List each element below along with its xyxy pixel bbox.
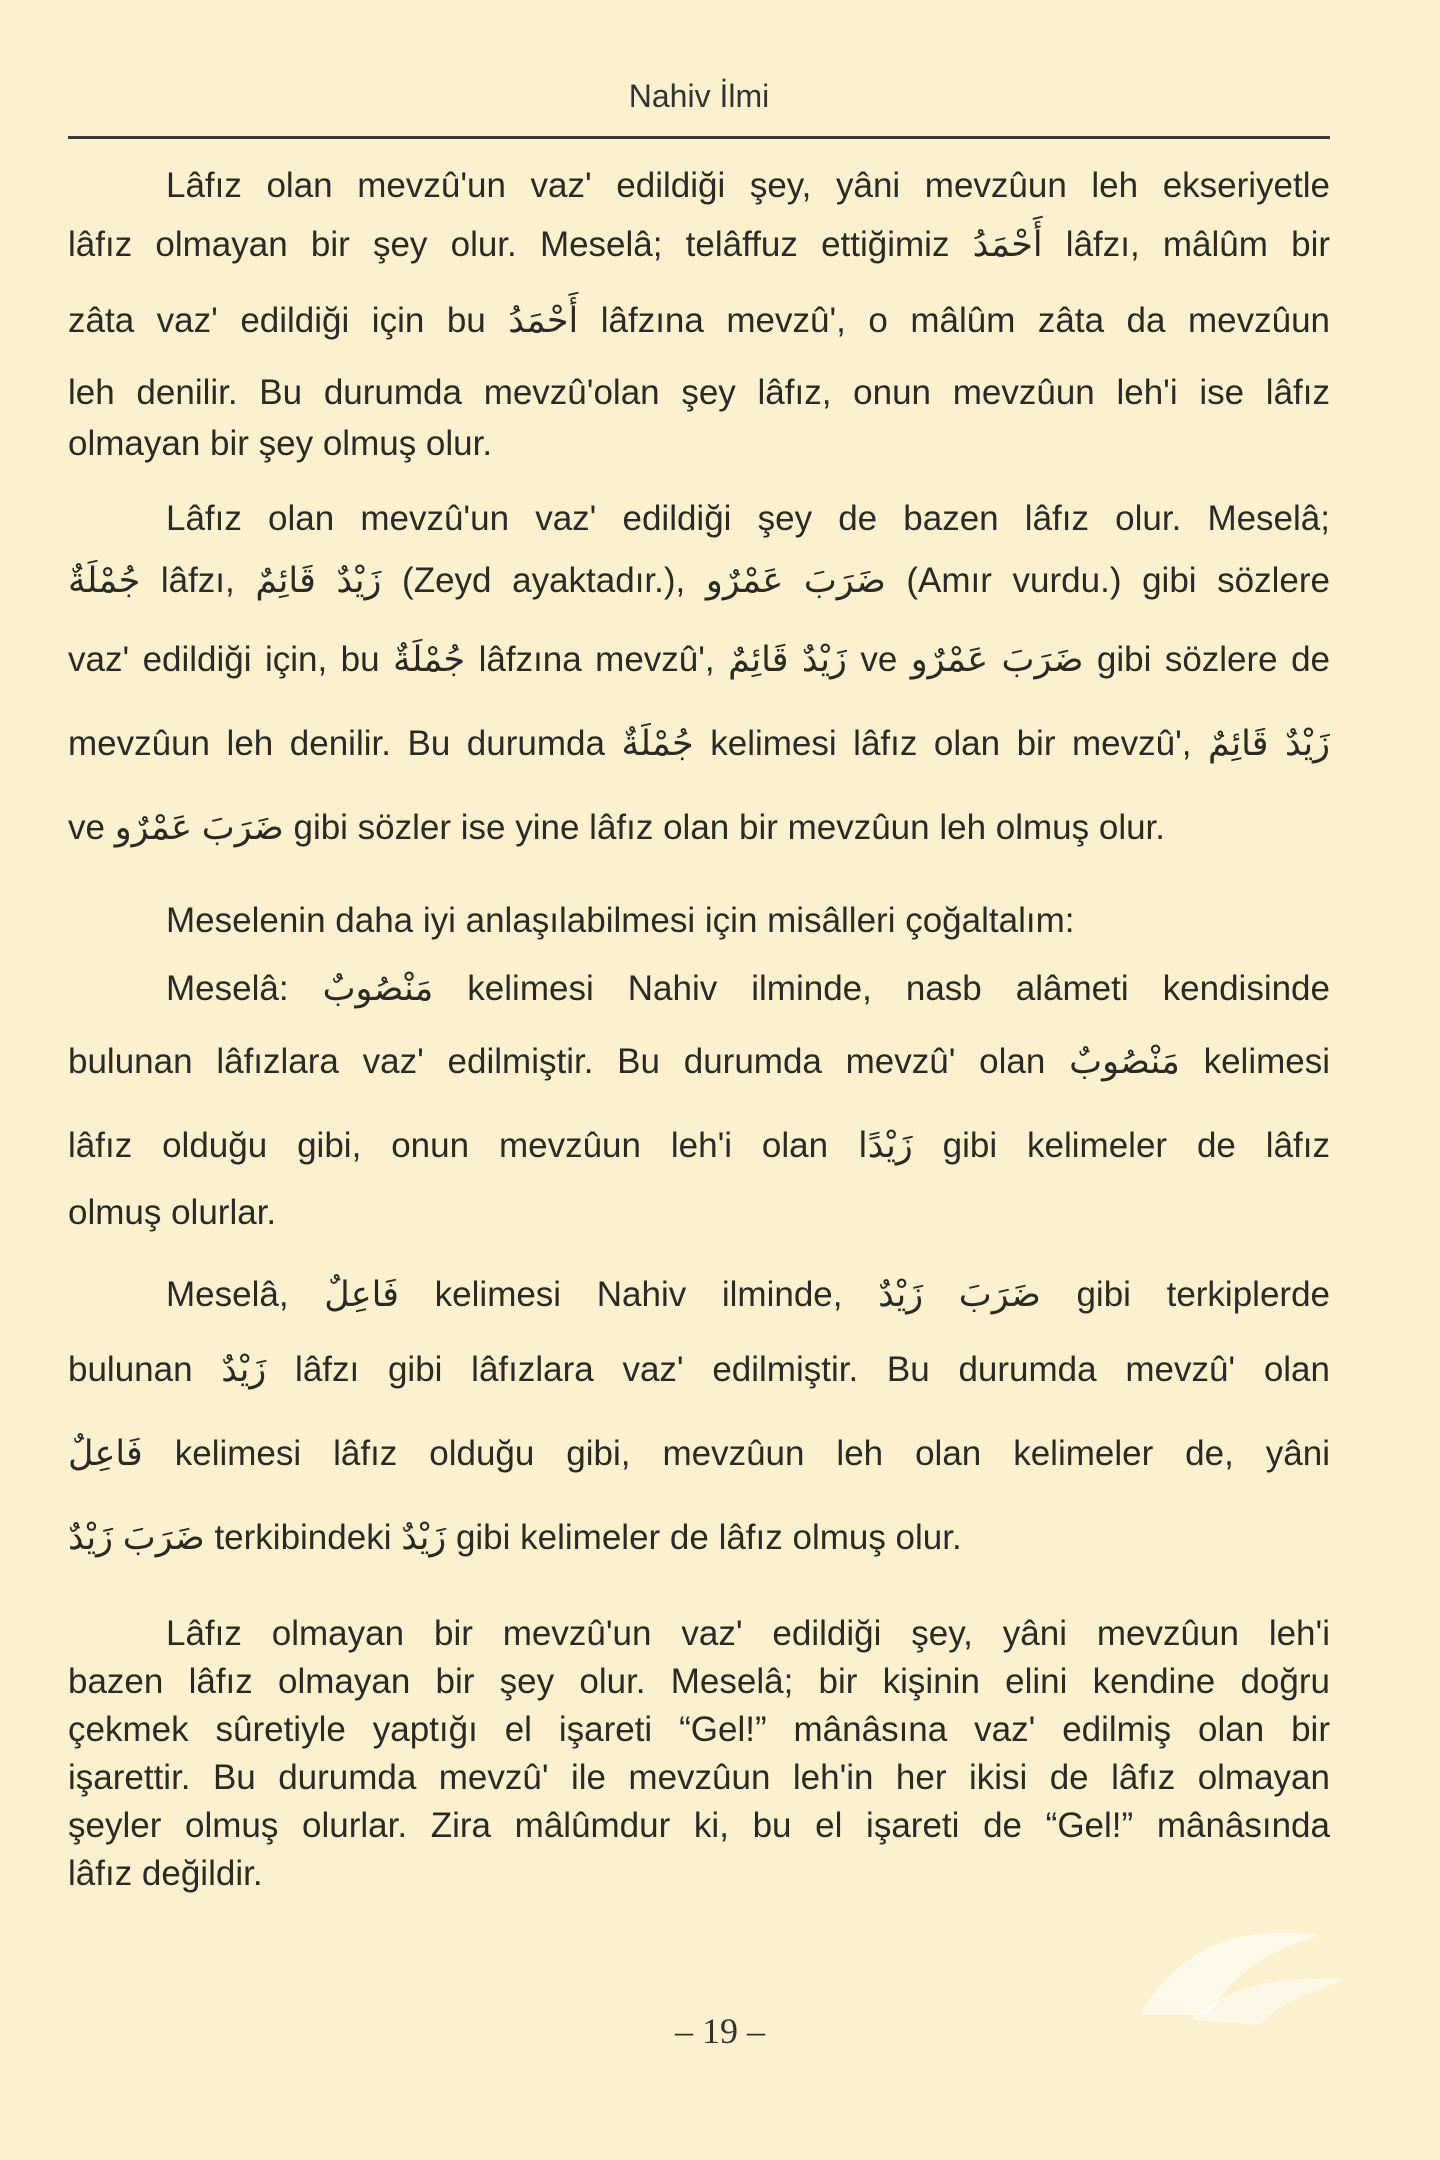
paragraph-1 bbox=[68, 160, 1330, 466]
text-line: bazen lâfız olmayan bir şey olur. Meselâ; bir kişinin elini kendine doğru bbox=[68, 1662, 1330, 1701]
header-rule bbox=[68, 136, 1330, 139]
page-number: – 19 – bbox=[675, 2011, 765, 2051]
watermark-logo-icon bbox=[1120, 1905, 1360, 2035]
text-line: olmuş olurlar. bbox=[68, 1193, 277, 1232]
text-line: فَاعِلٌ kelimesi lâfız olduğu gibi, mevzûun leh olan kelimeler de, yâni bbox=[68, 1434, 1330, 1473]
paragraph-3 bbox=[68, 896, 1330, 946]
paragraph-4 bbox=[68, 958, 1330, 1238]
text-line: lâfız olmayan bir şey olur. Meselâ; telâffuz ettiğimiz أَحْمَدُ lâfzı, mâlûm bir bbox=[68, 225, 1331, 264]
text-line: lâfız değildir. bbox=[68, 1854, 263, 1893]
paragraph-2 bbox=[68, 494, 1330, 870]
text-line: جُمْلَةٌ lâfzı, زَيْدٌ قَائِمٌ (Zeyd ayaktadır.), ضَرَبَ عَمْرٌو (Amır vurdu.) gibi sözlere bbox=[68, 561, 1331, 600]
text-line: ve ضَرَبَ عَمْرٌو gibi sözler ise yine lâfız olan bir mevzûun leh olmuş olur. bbox=[68, 808, 1166, 847]
text-line: leh denilir. Bu durumda mevzû'olan şey lâfız, onun mevzûun leh'i ise lâfız bbox=[68, 373, 1330, 412]
text-line: çekmek sûretiyle yaptığı el işareti “Gel!” mânâsına vaz' edilmiş olan bir bbox=[68, 1710, 1330, 1749]
text-line: Lâfız olmayan bir mevzû'un vaz' edildiği şey, yâni mevzûun leh'i bbox=[166, 1614, 1330, 1653]
text-line: zâta vaz' edildiği için bu أَحْمَدُ lâfzına mevzû', o mâlûm zâta da mevzûun bbox=[68, 301, 1330, 340]
text-line: ضَرَبَ زَيْدٌ terkibindeki زَيْدٌ gibi kelimeler de lâfız olmuş olur. bbox=[68, 1518, 962, 1557]
paragraph-6 bbox=[68, 1610, 1330, 1898]
text-line: Lâfız olan mevzû'un vaz' edildiği şey de bazen lâfız olur. Meselâ; bbox=[166, 499, 1330, 538]
text-line: şeyler olmuş olurlar. Zira mâlûmdur ki, bu el işareti de “Gel!” mânâsında bbox=[68, 1806, 1330, 1845]
running-header: Nahiv İlmi bbox=[628, 78, 770, 114]
text-line: lâfız olduğu gibi, onun mevzûun leh'i olan زَيْدًا gibi kelimeler de lâfız bbox=[68, 1126, 1330, 1165]
body-text bbox=[68, 160, 1330, 1898]
text-line: Meselâ, فَاعِلٌ kelimesi Nahiv ilminde, ضَرَبَ زَيْدٌ gibi terkiplerde bbox=[166, 1275, 1331, 1314]
text-line: vaz' edildiği için, bu جُمْلَةٌ lâfzına mevzû', زَيْدٌ قَائِمٌ ve ضَرَبَ عَمْرٌو gibi sözlere de bbox=[68, 640, 1330, 679]
text-line: Meselenin daha iyi anlaşılabilmesi için misâlleri çoğaltalım: bbox=[166, 901, 1075, 940]
paragraph-5 bbox=[68, 1262, 1330, 1580]
text-line: Lâfız olan mevzû'un vaz' edildiği şey, yâni mevzûun leh ekseriyetle bbox=[166, 166, 1330, 205]
text-line: mevzûun leh denilir. Bu durumda جُمْلَةٌ kelimesi lâfız olan bir mevzû', زَيْدٌ قَائِمٌ bbox=[68, 724, 1331, 763]
text-line: bulunan lâfızlara vaz' edilmiştir. Bu durumda mevzû' olan مَنْصُوبٌ kelimesi bbox=[68, 1042, 1331, 1081]
text-line: işarettir. Bu durumda mevzû' ile mevzûun leh'in her ikisi de lâfız olmayan bbox=[68, 1758, 1330, 1797]
text-line: olmayan bir şey olmuş olur. bbox=[68, 424, 493, 463]
text-line: bulunan زَيْدٌ lâfzı gibi lâfızlara vaz' edilmiştir. Bu durumda mevzû' olan bbox=[68, 1350, 1330, 1389]
text-line: Meselâ: مَنْصُوبٌ kelimesi Nahiv ilminde, nasb alâmeti kendisinde bbox=[166, 969, 1330, 1008]
